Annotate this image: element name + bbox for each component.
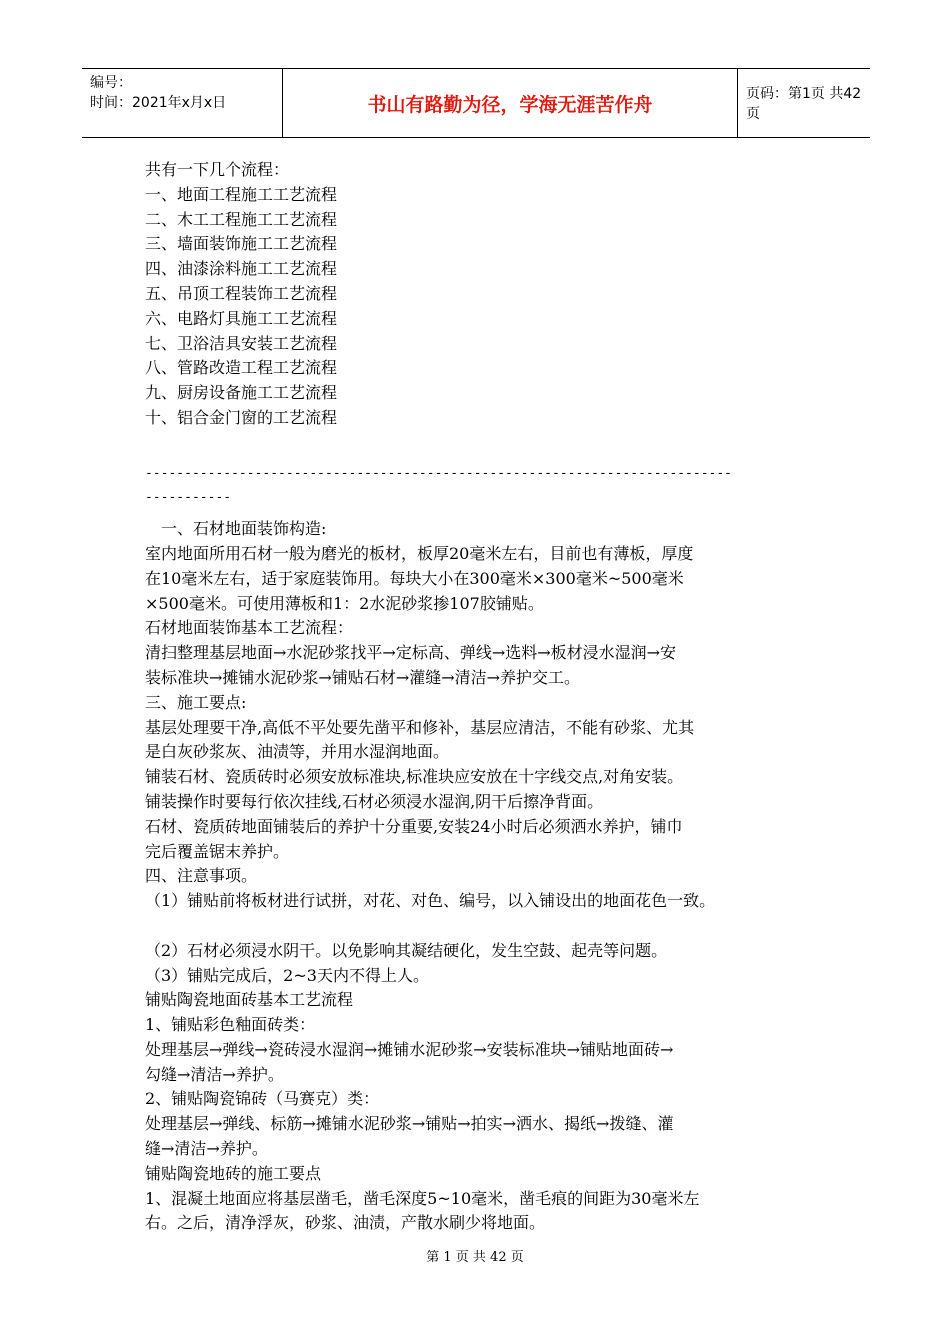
section-heading: 三、施工要点: xyxy=(145,692,247,712)
paragraph-line: 铺装石材、瓷质砖时必须安放标准块,标准块应安放在十字线交点,对角安装。 xyxy=(145,767,684,787)
paragraph-line: 右。之后，清净浮灰，砂浆、油渍，产散水刷少将地面。 xyxy=(145,1213,546,1233)
number-label: 编号： xyxy=(90,75,132,91)
page-label: 页码：第1页 共42页 xyxy=(746,86,862,122)
section-heading: 铺贴陶瓷地砖的施工要点 xyxy=(145,1163,322,1183)
paragraph-line: 处理基层→弹线、标筋→摊铺水泥砂浆→铺贴→拍实→洒水、揭纸→拨缝、灌 xyxy=(145,1114,674,1134)
paragraph-line: 处理基层→弹线→瓷砖浸水湿润→摊铺水泥砂浆→安装标准块→铺贴地面砖→ xyxy=(145,1039,674,1059)
toc-item: 六、电路灯具施工工艺流程 xyxy=(145,308,338,328)
date-label: 时间：2021年x月x日 xyxy=(90,95,227,111)
paragraph-line: 石材、瓷质砖地面铺装后的养护十分重要,安装24小时后必须洒水养护，铺巾 xyxy=(145,816,683,836)
paragraph-line: 缝→清洁→养护。 xyxy=(145,1139,268,1159)
intro-line: 共有一下几个流程： xyxy=(145,160,290,179)
paragraph-line: 1、铺贴彩色釉面砖类： xyxy=(145,1015,316,1035)
paragraph-line: 清扫整理基层地面→水泥砂浆找平→定标高、弹线→选料→板材浸水湿润→安 xyxy=(145,643,677,663)
paragraph-line: 石材地面装饰基本工艺流程： xyxy=(145,618,354,638)
motto: 书山有路勤为径，学海无涯苦作舟 xyxy=(282,69,738,137)
paragraph-line: 是白灰砂浆灰、油渍等，并用水湿润地面。 xyxy=(145,742,450,762)
toc-item: 二、木工工程施工工艺流程 xyxy=(145,209,338,229)
page-footer: 第 1 页 共 42 页 xyxy=(426,1250,524,1265)
paragraph-line: 装标准块→摊铺水泥砂浆→铺贴石材→灌缝→清洁→养护交工。 xyxy=(145,667,581,687)
toc-item: 三、墙面装饰施工工艺流程 xyxy=(145,234,338,254)
section-heading: 一、石材地面装饰构造: xyxy=(161,519,327,539)
paragraph-line: （1）铺贴前将板材进行试拼，对花、对色、编号，以入铺设出的地面花色一致。 xyxy=(145,891,716,911)
header-meta xyxy=(90,73,280,113)
page-header xyxy=(82,68,870,138)
paragraph-line: 1、混凝土地面应将基层凿毛，凿毛深度5~10毫米，凿毛痕的间距为30毫米左 xyxy=(145,1188,700,1208)
divider-line: ----------- xyxy=(145,490,232,506)
paragraph-line: 在10毫米左右，适于家庭装饰用。每块大小在300毫米×300毫米~500毫米 xyxy=(145,568,684,588)
paragraph-line: 完后覆盖锯末养护。 xyxy=(145,841,290,861)
toc-item: 四、油漆涂料施工工艺流程 xyxy=(145,259,338,279)
toc-item: 七、卫浴洁具安装工艺流程 xyxy=(145,333,338,353)
paragraph-line: 铺装操作时要每行依次挂线,石材必须浸水湿润,阴干后擦净背面。 xyxy=(145,791,604,811)
paragraph-line: 勾缝→清洁→养护。 xyxy=(145,1064,284,1084)
divider-line: --------------------------------------------------------------------------- xyxy=(145,465,732,481)
paragraph-line: ×500毫米。可使用薄板和1：2水泥砂浆掺107胶铺贴。 xyxy=(145,593,544,613)
toc-item: 九、厨房设备施工工艺流程 xyxy=(145,383,338,403)
toc-item: 五、吊顶工程装饰工艺流程 xyxy=(145,283,338,303)
toc-item: 十、铝合金门窗的工艺流程 xyxy=(145,407,338,427)
toc-item: 一、地面工程施工工艺流程 xyxy=(145,184,338,204)
toc-item: 八、管路改造工程工艺流程 xyxy=(145,358,338,378)
paragraph-line: （3）铺贴完成后，2~3天内不得上人。 xyxy=(145,965,429,985)
paragraph-line: 基层处理要干净,高低不平处要先凿平和修补，基层应清洁，不能有砂浆、尤其 xyxy=(145,717,695,737)
section-heading: 四、注意事项。 xyxy=(145,866,258,886)
section-heading: 铺贴陶瓷地面砖基本工艺流程 xyxy=(145,990,354,1010)
paragraph-line: 2、铺贴陶瓷锦砖（马赛克）类： xyxy=(145,1089,380,1109)
paragraph-line: 室内地面所用石材一般为磨光的板材，板厚20毫米左右，目前也有薄板，厚度 xyxy=(145,543,694,563)
paragraph-line: （2）石材必须浸水阴干。以免影响其凝结硬化，发生空鼓、起壳等问题。 xyxy=(145,940,668,960)
document-body xyxy=(145,158,825,1236)
